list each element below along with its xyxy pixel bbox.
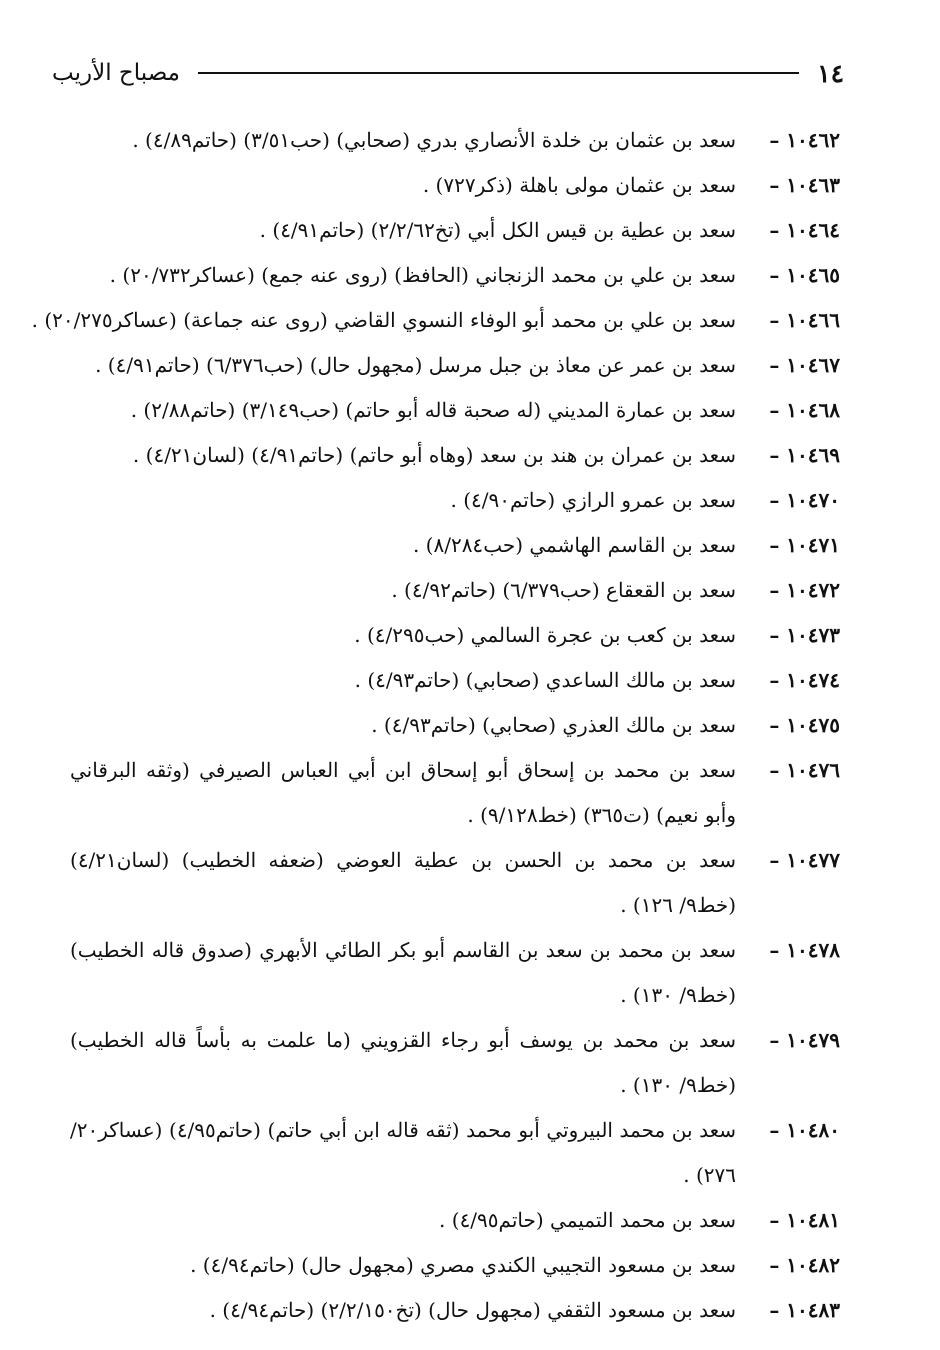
- entry-text: سعد بن عمران بن هند بن سعد (وهاه أبو حاتم) (حاتم٤/٩١) (لسان٤/٢١) .: [132, 443, 736, 467]
- entry-number: ١٠٤٧٠ –: [769, 488, 840, 512]
- entry-number: ١٠٤٦٨ –: [769, 398, 840, 422]
- entry-text: سعد بن محمد بن يوسف أبو رجاء القزويني (ما علمت به بأساً قاله الخطيب) (خط٩/ ١٣٠) .: [70, 1028, 736, 1097]
- entry-10465: [70, 253, 840, 298]
- entry-number: ١٠٤٧٢ –: [769, 578, 840, 602]
- entry-number: ١٠٤٧٥ –: [769, 713, 840, 737]
- entry-10467: [70, 343, 840, 388]
- entry-list: [31, 118, 840, 1333]
- entry-number: ١٠٤٧٣ –: [769, 623, 840, 647]
- entry-10469: [70, 433, 840, 478]
- entry-number: ١٠٤٨٢ –: [769, 1253, 840, 1277]
- entry-number: ١٠٤٦٤ –: [769, 218, 840, 242]
- entry-number: ١٠٤٦٢ –: [769, 128, 840, 152]
- entry-text: سعد بن عثمان مولى باهلة (ذكر٧٢٧) .: [422, 173, 736, 197]
- entry-text: سعد بن كعب بن عجرة السالمي (حب٤/٢٩٥) .: [354, 623, 736, 647]
- page-header: [52, 56, 844, 90]
- entry-number: ١٠٤٧٧ –: [769, 848, 840, 872]
- header-rule: [198, 72, 799, 74]
- entry-text: سعد بن محمد التميمي (حاتم٤/٩٥) .: [439, 1208, 736, 1232]
- entry-10483: [70, 1288, 840, 1333]
- entry-number: ١٠٤٧١ –: [769, 533, 840, 557]
- entry-10466: [31, 298, 840, 343]
- entry-text: سعد بن مسعود الثقفي (مجهول حال) (تخ٢/٢/١٥٠) (حاتم٤/٩٤) .: [209, 1298, 736, 1322]
- entry-10463: [70, 163, 840, 208]
- entry-10468: [70, 388, 840, 433]
- entry-10481: [70, 1198, 840, 1243]
- entry-text: سعد بن القاسم الهاشمي (حب٨/٢٨٤) .: [412, 533, 736, 557]
- entry-10473: [70, 613, 840, 658]
- entry-10471: [70, 523, 840, 568]
- entry-text: سعد بن مسعود التجيبي الكندي مصري (مجهول حال) (حاتم٤/٩٤) .: [190, 1253, 736, 1277]
- entry-10472: [70, 568, 840, 613]
- entry-10475: [70, 703, 840, 748]
- entry-number: ١٠٤٨١ –: [769, 1208, 840, 1232]
- entry-text: سعد بن القعقاع (حب٦/٣٧٩) (حاتم٤/٩٢) .: [391, 578, 736, 602]
- entry-number: ١٠٤٨٣ –: [769, 1298, 840, 1322]
- entry-10482: [70, 1243, 840, 1288]
- entry-number: ١٠٤٧٤ –: [769, 668, 840, 692]
- entry-text: سعد بن عطية بن قيس الكل أبي (تخ٢/٢/٦٢) (حاتم٤/٩١) .: [259, 218, 736, 242]
- entry-text: سعد بن محمد بن إسحاق أبو إسحاق ابن أبي العباس الصيرفي (وثقه البرقاني وأبو نعيم) (ت٣٦٥) (خط٩/١٢٨) .: [70, 758, 736, 827]
- entry-number: ١٠٤٦٥ –: [769, 263, 840, 287]
- entry-number: ١٠٤٦٩ –: [769, 443, 840, 467]
- entry-10476: [70, 748, 840, 838]
- entry-10462: [70, 118, 840, 163]
- entry-10464: [70, 208, 840, 253]
- entry-number: ١٠٤٧٩ –: [769, 1028, 840, 1052]
- entry-number: ١٠٤٧٦ –: [769, 758, 840, 782]
- entry-number: ١٠٤٧٨ –: [769, 938, 840, 962]
- entry-text: سعد بن عثمان بن خلدة الأنصاري بدري (صحابي) (حب٣/٥١) (حاتم٤/٨٩) .: [132, 128, 736, 152]
- entry-number: ١٠٤٦٣ –: [769, 173, 840, 197]
- entry-10479: [70, 1018, 840, 1108]
- page-number: ١٤: [817, 58, 844, 88]
- entry-text: سعد بن محمد البيروتي أبو محمد (ثقه قاله ابن أبي حاتم) (حاتم٤/٩٥) (عساكر٢٠/ ٢٧٦) .: [70, 1118, 736, 1187]
- entry-number: ١٠٤٦٧ –: [769, 353, 840, 377]
- entry-number: ١٠٤٦٦ –: [769, 308, 840, 332]
- entry-text: سعد بن عمرو الرازي (حاتم٤/٩٠) .: [450, 488, 736, 512]
- entry-10478: [70, 928, 840, 1018]
- entry-number: ١٠٤٨٠ –: [769, 1118, 840, 1142]
- entry-10480: [70, 1108, 840, 1198]
- book-title: مصباح الأريب: [52, 60, 180, 86]
- entry-text: سعد بن علي بن محمد أبو الوفاء النسوي القاضي (روى عنه جماعة) (عساكر٢٠/٢٧٥) .: [31, 308, 736, 332]
- entry-text: سعد بن عمر عن معاذ بن جبل مرسل (مجهول حال) (حب٦/٣٧٦) (حاتم٤/٩١) .: [95, 353, 736, 377]
- entry-text: سعد بن عمارة المديني (له صحبة قاله أبو حاتم) (حب٣/١٤٩) (حاتم٢/٨٨) .: [130, 398, 736, 422]
- entry-text: سعد بن علي بن محمد الزنجاني (الحافظ) (روى عنه جمع) (عساكر٢٠/٧٣٢) .: [109, 263, 736, 287]
- entry-text: سعد بن محمد بن الحسن بن عطية العوضي (ضعفه الخطيب) (لسان٤/٢١) (خط٩/ ١٢٦) .: [70, 848, 736, 917]
- entry-text: سعد بن محمد بن سعد بن القاسم أبو بكر الطائي الأبهري (صدوق قاله الخطيب) (خط٩/ ١٣٠) .: [70, 938, 736, 1007]
- entry-10474: [70, 658, 840, 703]
- entry-text: سعد بن مالك العذري (صحابي) (حاتم٤/٩٣) .: [371, 713, 736, 737]
- entry-text: سعد بن مالك الساعدي (صحابي) (حاتم٤/٩٣) .: [354, 668, 736, 692]
- entry-10470: [70, 478, 840, 523]
- entry-10477: [70, 838, 840, 928]
